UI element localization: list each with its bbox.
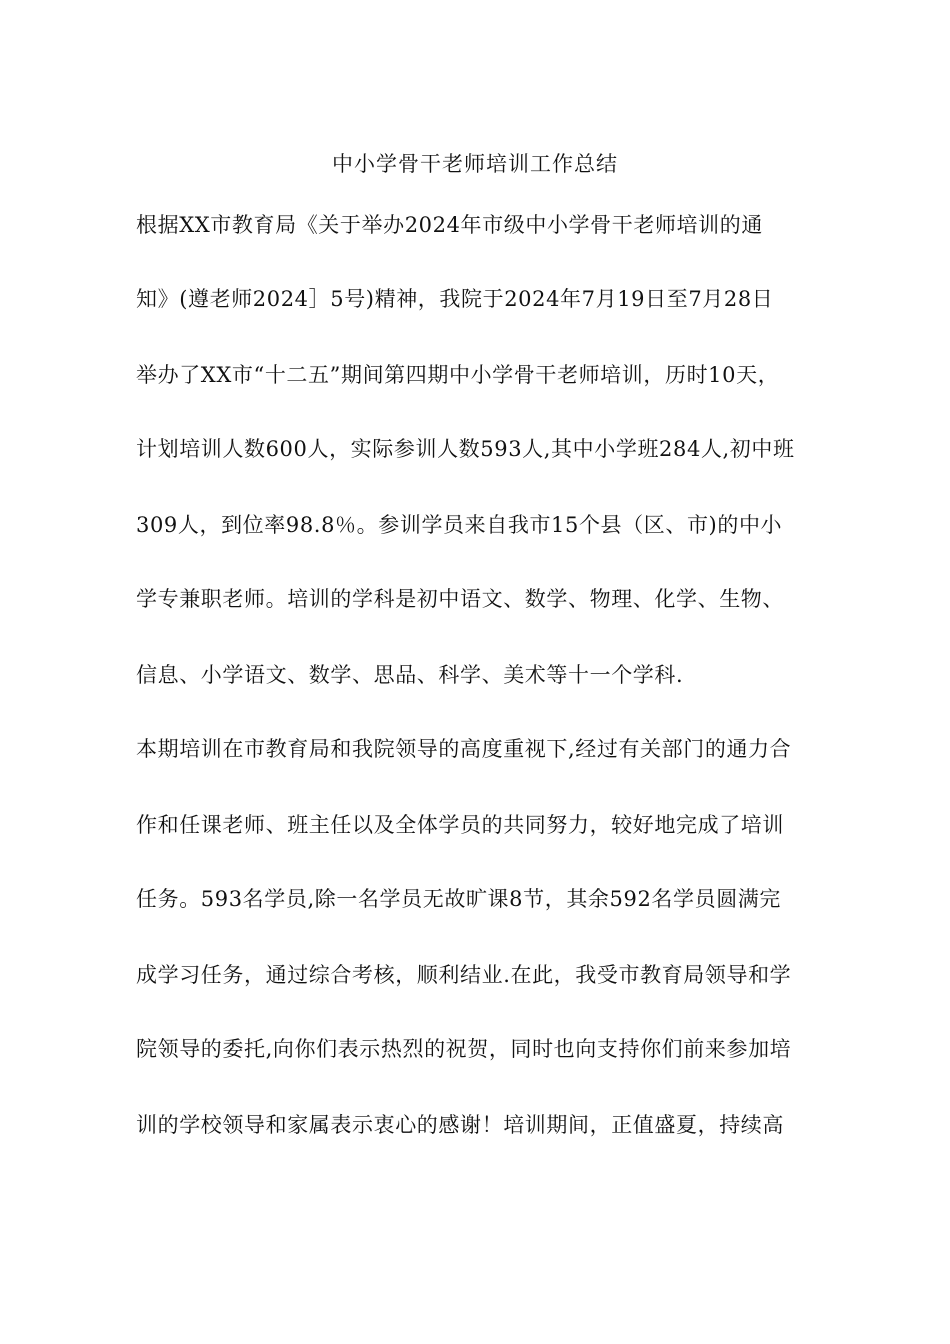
paragraph-line: 计划培训人数600人，实际参训人数593人,其中小学班284人,初中班 (136, 437, 795, 461)
paragraph-line: 知》(遵老师2024］5号)精神，我院于2024年7月19日至7月28日 (136, 287, 774, 311)
paragraph-line: 信息、小学语文、数学、思品、科学、美术等十一个学科. (136, 663, 684, 687)
paragraph-line: 本期培训在市教育局和我院领导的高度重视下,经过有关部门的通力合 (136, 737, 792, 761)
paragraph-line: 院领导的委托,向你们表示热烈的祝贺，同时也向支持你们前来参加培 (136, 1037, 792, 1061)
paragraph-line: 作和任课老师、班主任以及全体学员的共同努力，较好地完成了培训 (136, 813, 784, 837)
paragraph-line: 任务。593名学员,除一名学员无故旷课8节，其余592名学员圆满完 (136, 887, 781, 911)
paragraph-line: 根据XX市教育局《关于举办2024年市级中小学骨干老师培训的通 (136, 213, 763, 237)
document-title: 中小学骨干老师培训工作总结 (332, 152, 618, 176)
paragraph-line: 309人，到位率98.8％。参训学员来自我市15个县（区、市)的中小 (136, 513, 783, 537)
paragraph-line: 成学习任务，通过综合考核，顺利结业.在此，我受市教育局领导和学 (136, 963, 792, 987)
paragraph-line: 训的学校领导和家属表示衷心的感谢！培训期间，正值盛夏，持续高 (136, 1113, 784, 1137)
paragraph-line: 举办了XX市“十二五”期间第四期中小学骨干老师培训，历时10天， (136, 363, 780, 387)
paragraph-line: 学专兼职老师。培训的学科是初中语文、数学、物理、化学、生物、 (136, 587, 784, 611)
